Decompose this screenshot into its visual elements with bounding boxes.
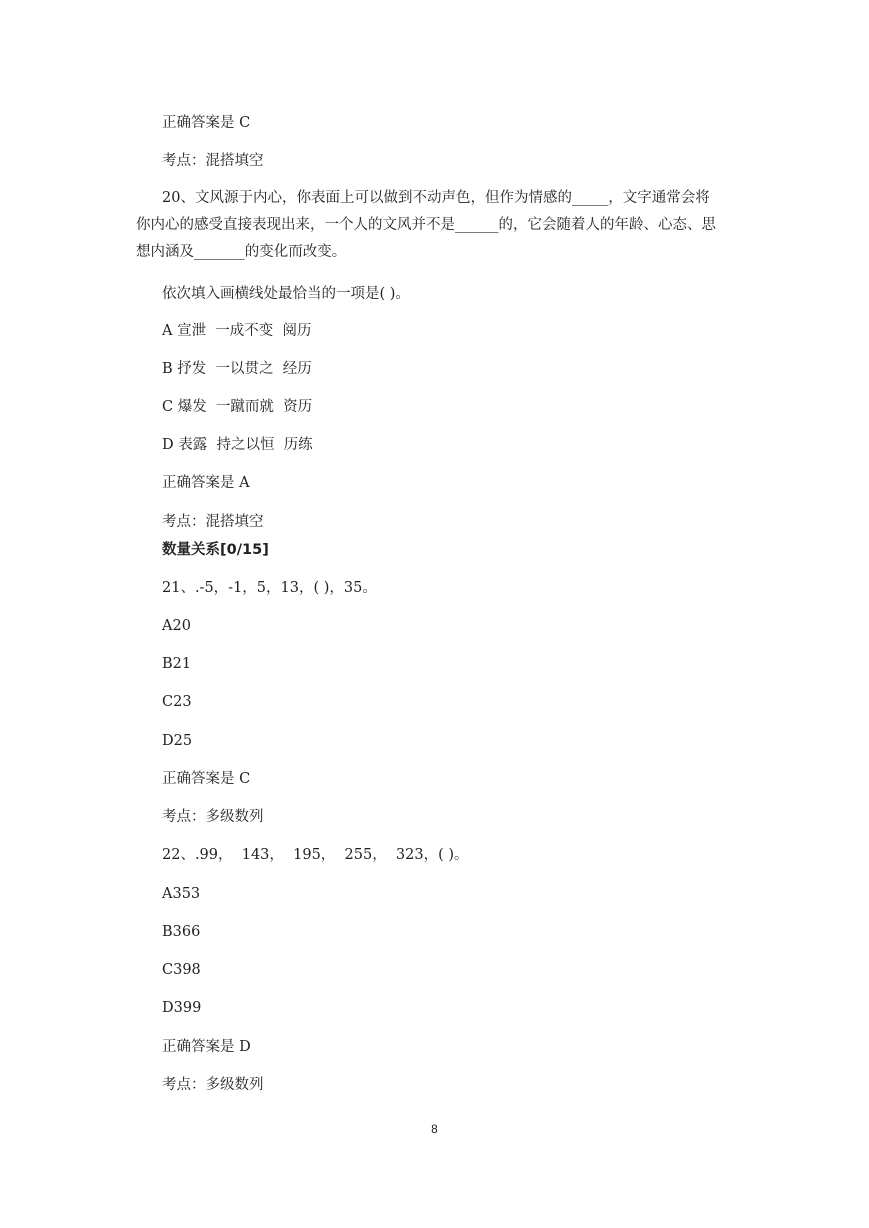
q20-option-b: B 抒发 一以贯之 经历 bbox=[162, 361, 312, 377]
q20-option-d: D 表露 持之以恒 历练 bbox=[162, 437, 313, 453]
q21-topic: 考点：多级数列 bbox=[162, 809, 264, 825]
q19-topic: 考点：混搭填空 bbox=[162, 153, 264, 169]
q20-topic: 考点：混搭填空 bbox=[162, 514, 264, 530]
q20-stem-line-3: 想内涵及_______的变化而改变。 bbox=[136, 244, 347, 260]
q20-answer: 正确答案是 A bbox=[162, 475, 250, 491]
q21-option-b: B21 bbox=[162, 656, 192, 672]
q21-option-c: C23 bbox=[162, 694, 192, 710]
q21-option-a: A20 bbox=[162, 618, 191, 634]
section-title: 数量关系[0/15] bbox=[162, 542, 269, 558]
page-number: 8 bbox=[431, 1122, 438, 1136]
q22-option-b: B366 bbox=[162, 924, 201, 940]
q21-stem: 21、.-5，-1，5，13，( )，35。 bbox=[162, 580, 377, 596]
q20-option-a: A 宣泄 一成不变 阅历 bbox=[162, 323, 312, 339]
q20-stem-line-1: 20、文风源于内心，你表面上可以做到不动声色，但作为情感的_____，文字通常会将 bbox=[162, 190, 710, 206]
q19-answer: 正确答案是 C bbox=[162, 115, 251, 131]
q20-stem bbox=[136, 185, 738, 266]
q22-option-a: A353 bbox=[162, 886, 201, 902]
q21-answer: 正确答案是 C bbox=[162, 771, 251, 787]
q22-stem: 22、.99， 143， 195， 255， 323，( )。 bbox=[162, 847, 469, 863]
q21-option-d: D25 bbox=[162, 733, 193, 749]
q22-answer: 正确答案是 D bbox=[162, 1039, 251, 1055]
q22-topic: 考点：多级数列 bbox=[162, 1077, 264, 1093]
q20-stem-line-2: 你内心的感受直接表现出来，一个人的文风并不是______的，它会随着人的年龄、心态、思 bbox=[136, 217, 716, 233]
q22-option-d: D399 bbox=[162, 1000, 202, 1016]
q20-option-c: C 爆发 一蹴而就 资历 bbox=[162, 399, 313, 415]
q20-prompt: 依次填入画横线处最恰当的一项是( )。 bbox=[162, 286, 410, 302]
q22-option-c: C398 bbox=[162, 962, 201, 978]
